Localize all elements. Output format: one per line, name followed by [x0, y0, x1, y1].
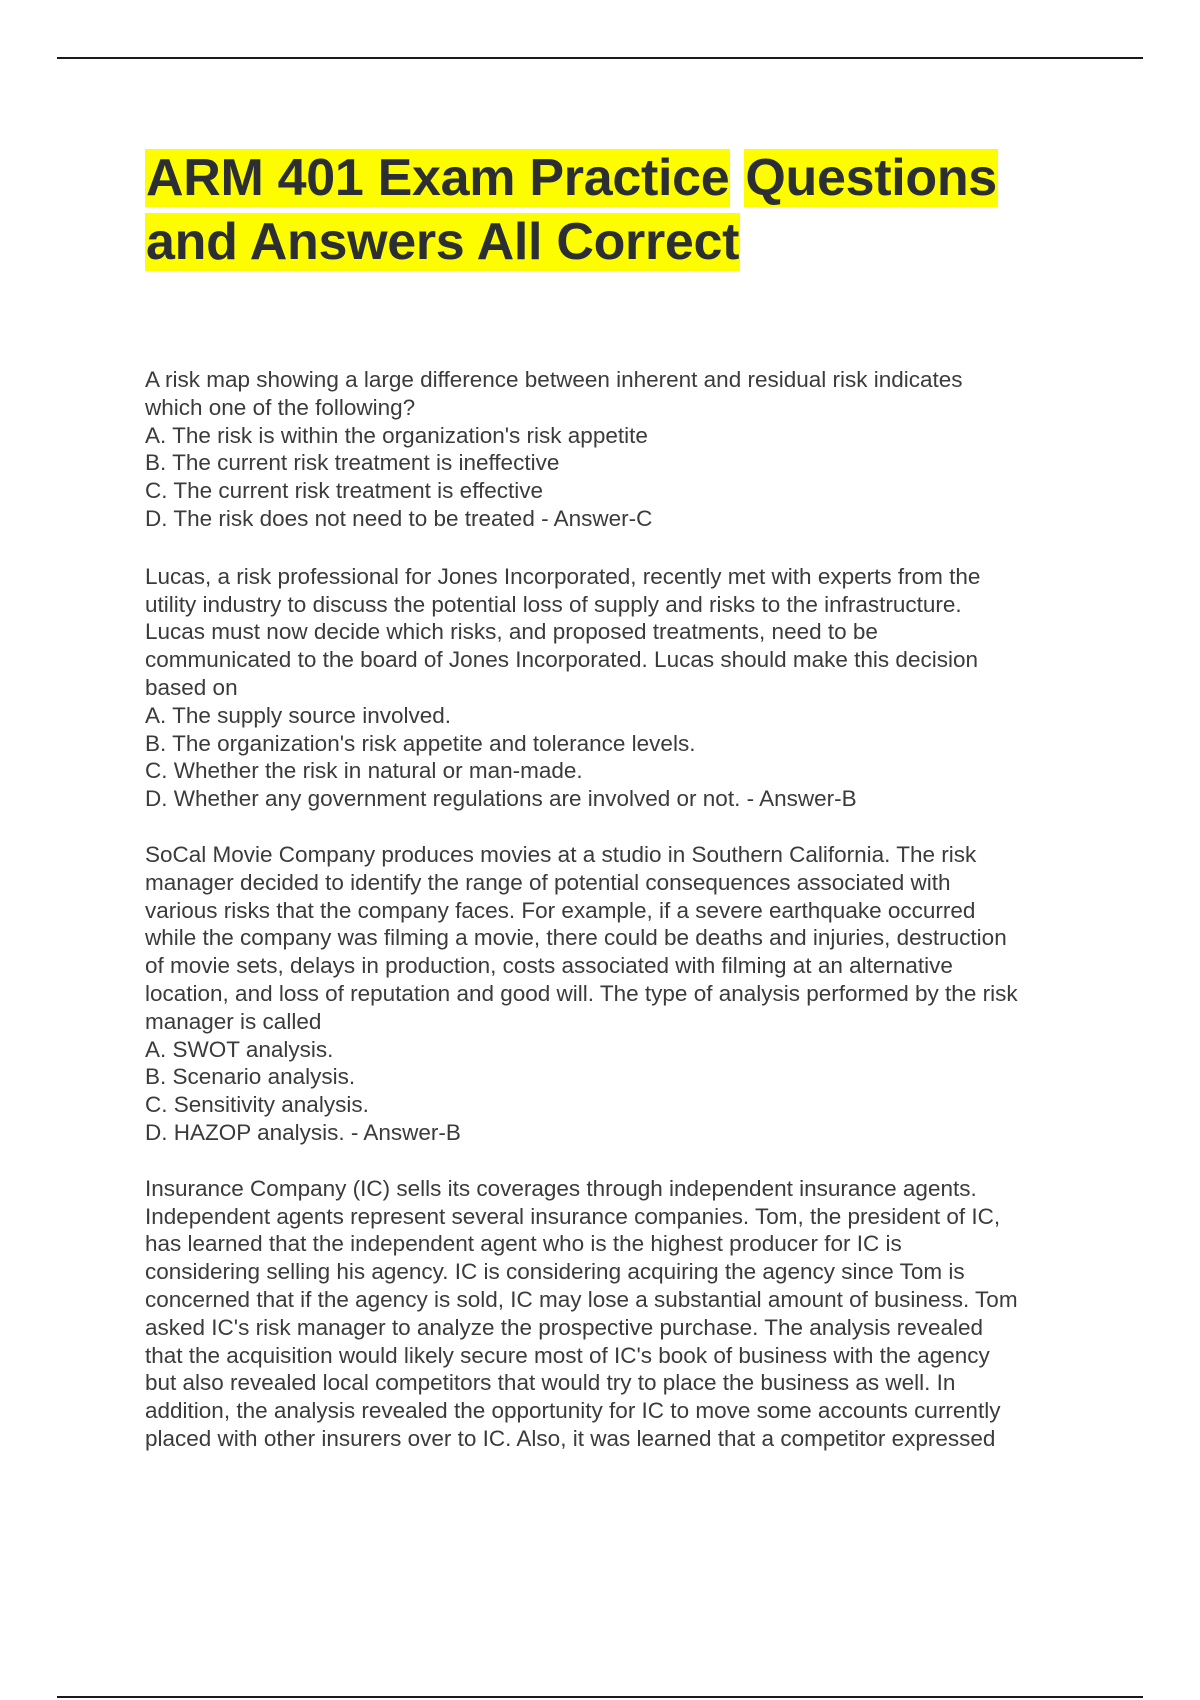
answer-option: A. SWOT analysis. — [145, 1036, 334, 1062]
question-line: while the company was filming a movie, there could be deaths and injuries, destruction — [145, 925, 1007, 951]
question-line: manager is called — [145, 1008, 322, 1034]
title-highlight: Questions — [745, 149, 997, 207]
question-line: considering selling his agency. IC is considering acquiring the agency since Tom is — [145, 1259, 965, 1285]
title-line-1 — [145, 146, 1090, 210]
answer-option: D. HAZOP analysis. - Answer-B — [145, 1119, 461, 1145]
question-line: various risks that the company faces. For example, if a severe earthquake occurred — [145, 897, 976, 923]
question-line: has learned that the independent agent who is the highest producer for IC is — [145, 1231, 902, 1257]
question-line: asked IC's risk manager to analyze the prospective purchase. The analysis revealed — [145, 1314, 984, 1340]
answer-option: C. Whether the risk in natural or man-made. — [145, 758, 583, 784]
answer-option: D. The risk does not need to be treated - Answer-C — [145, 505, 653, 531]
question-line: Lucas, a risk professional for Jones Incorporated, recently met with experts from the — [145, 563, 981, 589]
answer-option: C. Sensitivity analysis. — [145, 1092, 369, 1118]
title-highlight: and Answers All Correct — [146, 213, 740, 271]
question-line: location, and loss of reputation and good will. The type of analysis performed by the risk — [145, 980, 1018, 1006]
question-line: which one of the following? — [145, 394, 416, 420]
question-line: communicated to the board of Jones Incorporated. Lucas should make this decision — [145, 647, 978, 673]
answer-option: A. The supply source involved. — [145, 702, 452, 728]
question-line: placed with other insurers over to IC. Also, it was learned that a competitor expressed — [145, 1425, 996, 1451]
question-block — [145, 1175, 1095, 1453]
title-line-2 — [145, 210, 1090, 274]
question-line: SoCal Movie Company produces movies at a studio in Southern California. The risk — [145, 841, 977, 867]
question-block — [145, 563, 1095, 813]
answer-option: D. Whether any government regulations are involved or not. - Answer-B — [145, 786, 857, 812]
question-line: Lucas must now decide which risks, and proposed treatments, need to be — [145, 619, 878, 645]
question-line: concerned that if the agency is sold, IC may lose a substantial amount of business. Tom — [145, 1286, 1018, 1312]
document-title — [145, 146, 1090, 274]
question-line: A risk map showing a large difference between inherent and residual risk indicates — [145, 367, 963, 392]
question-line: manager decided to identify the range of potential consequences associated with — [145, 869, 951, 895]
answer-option: B. Scenario analysis. — [145, 1064, 356, 1090]
bottom-rule — [57, 1696, 1143, 1698]
question-line: utility industry to discuss the potential loss of supply and risks to the infrastructure. — [145, 591, 962, 617]
question-line: but also revealed local competitors that would try to place the business as well. In — [145, 1370, 956, 1396]
question-line: of movie sets, delays in production, costs associated with filming at an alternative — [145, 953, 953, 979]
answer-option: C. The current risk treatment is effective — [145, 478, 544, 504]
title-highlight: ARM 401 Exam Practice — [146, 149, 730, 207]
question-line: Independent agents represent several insurance companies. Tom, the president of IC, — [145, 1203, 1001, 1229]
top-rule — [57, 57, 1143, 59]
question-block — [145, 841, 1095, 1147]
answer-option: B. The organization's risk appetite and tolerance levels. — [145, 730, 696, 756]
answer-option: A. The risk is within the organization's risk appetite — [145, 422, 648, 448]
answer-option: B. The current risk treatment is ineffective — [145, 450, 560, 476]
question-line: that the acquisition would likely secure most of IC's book of business with the agency — [145, 1342, 990, 1368]
questions-list — [145, 366, 1095, 1481]
question-line: addition, the analysis revealed the opportunity for IC to move some accounts currently — [145, 1398, 1001, 1424]
question-line: based on — [145, 674, 238, 700]
question-line: Insurance Company (IC) sells its coverages through independent insurance agents. — [145, 1175, 977, 1201]
question-block — [145, 366, 1095, 533]
